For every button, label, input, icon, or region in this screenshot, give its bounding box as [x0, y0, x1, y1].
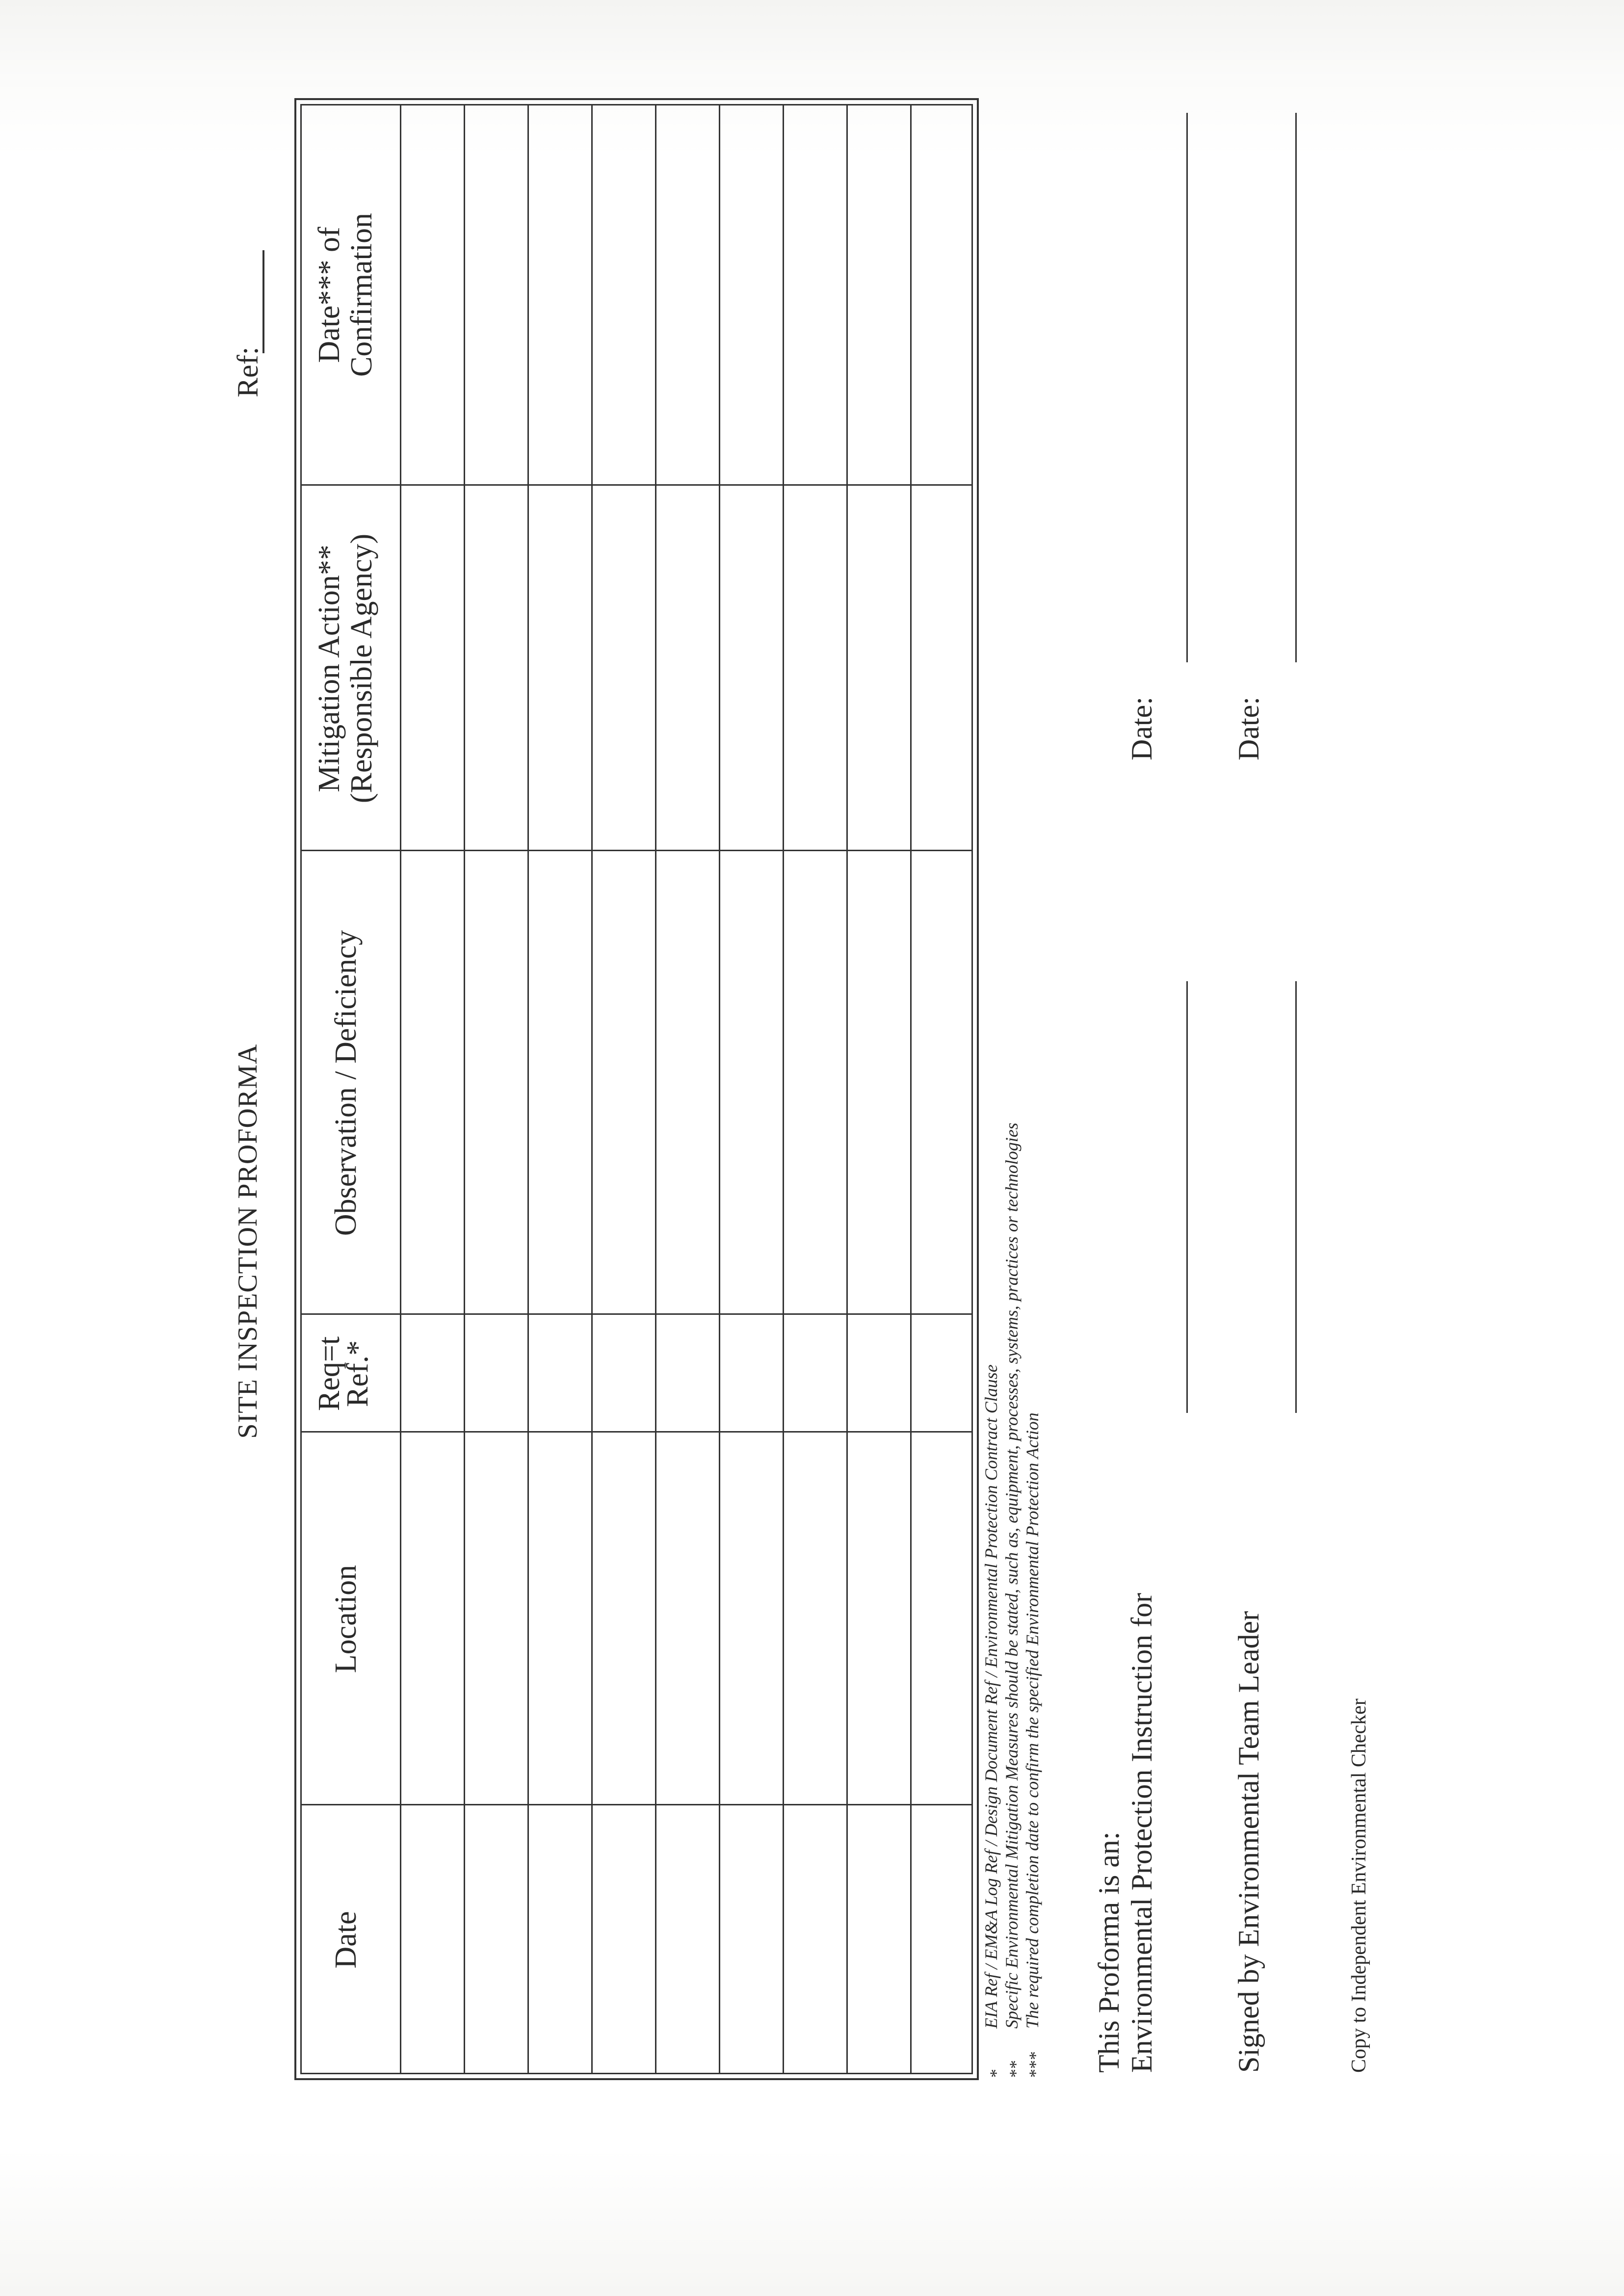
header-location [328, 1433, 364, 1805]
header-observation [328, 851, 364, 1315]
instruction-field[interactable] [1186, 981, 1188, 1413]
header-confirmation-date [311, 104, 380, 486]
header-date-text: Date [329, 1911, 363, 1969]
header-mitigation [311, 486, 380, 851]
header-confirmation-line2: Confirmation [345, 212, 378, 377]
instruction-date-label: Date: [1126, 697, 1158, 760]
signature-date-field[interactable] [1295, 113, 1297, 662]
signature-label: Signed by Environmental Team Leader [1232, 1611, 1265, 2073]
header-row-divider [400, 104, 401, 2074]
header-location-text: Location [329, 1565, 363, 1673]
footnote-text-3: The required completion date to confirm the specified Environmental Protection Action [1022, 1412, 1042, 2029]
signature-date-label: Date: [1232, 697, 1265, 760]
header-mitigation-line1: Mitigation Action** [313, 545, 346, 792]
row-divider [846, 104, 848, 2074]
header-mitigation-line2: (Responsible Agency) [345, 533, 378, 804]
row-divider [719, 104, 720, 2074]
instruction-label: Environmental Protection Instruction for [1126, 1592, 1158, 2073]
row-divider [527, 104, 529, 2074]
instruction-date-field[interactable] [1186, 113, 1188, 662]
footnote-mark-2: ** [1006, 2060, 1025, 2078]
header-req-ref-line1: Req=t [313, 1336, 346, 1411]
document-title: SITE INSPECTION PROFORMA [233, 1044, 263, 1439]
header-confirmation-line1: Date*** of [313, 227, 346, 363]
footnote-mark-1: * [986, 2069, 1006, 2078]
signature-field[interactable] [1295, 981, 1297, 1413]
ref-field[interactable] [262, 250, 264, 353]
row-divider [655, 104, 656, 2074]
row-divider [783, 104, 784, 2074]
row-divider [464, 104, 465, 2074]
header-date [328, 1805, 364, 2074]
ref-label: Ref: [232, 346, 264, 397]
footnote-text-2: Specific Environmental Mitigation Measures should be stated, such as, equipment, processes, systems, practices or technologies [1002, 1122, 1022, 2029]
header-req-ref [311, 1315, 376, 1433]
header-req-ref-line2: Ref.* [341, 1340, 374, 1408]
footnote-text-1: EIA Ref / EM&A Log Ref / Design Document Ref / Environmental Protection Contract Clause [981, 1364, 1001, 2029]
header-observation-text: Observation / Deficiency [329, 930, 363, 1236]
proforma-intro: This Proforma is an: [1093, 1831, 1125, 2073]
row-divider [910, 104, 912, 2074]
copy-note: Copy to Independent Environmental Checker [1348, 1698, 1370, 2073]
row-divider [591, 104, 593, 2074]
footnote-mark-3: *** [1025, 2051, 1045, 2078]
